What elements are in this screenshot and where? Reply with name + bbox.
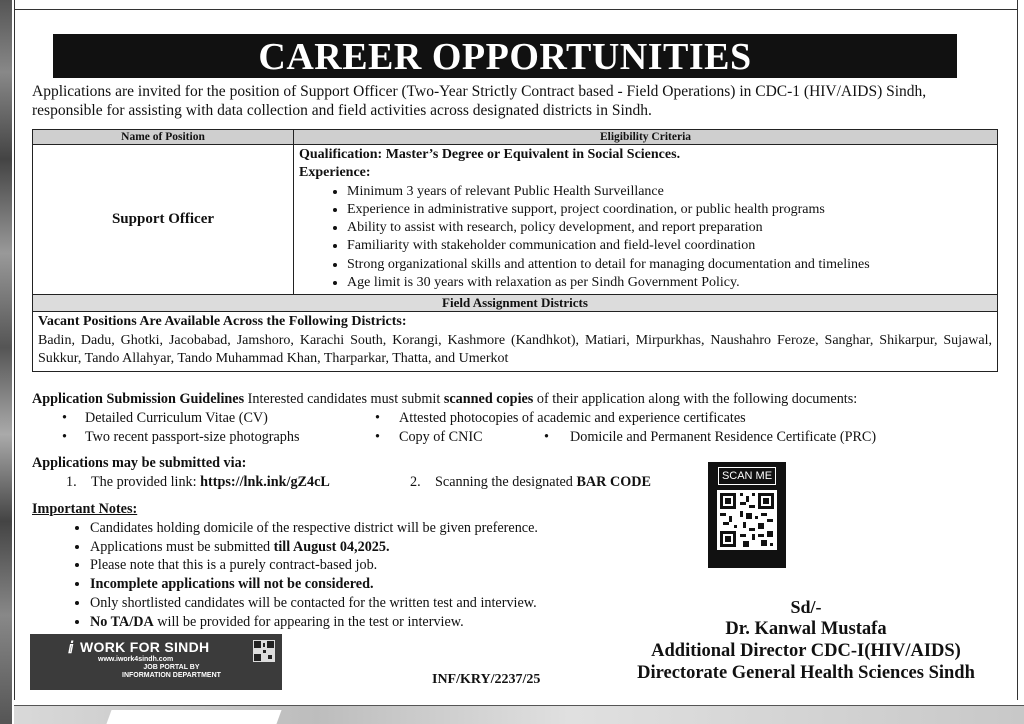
qr-code-panel[interactable] xyxy=(708,462,786,568)
logo-site: www.iwork4sindh.com xyxy=(98,656,174,663)
application-link[interactable]: https://lnk.ink/gZ4cL xyxy=(200,474,330,490)
submit-heading: Applications may be submitted via: xyxy=(32,455,247,471)
logo-qr-icon xyxy=(253,640,275,662)
i-logo-icon: ⅈ xyxy=(68,640,74,657)
list-item xyxy=(90,613,672,632)
list-item: • Familiarity with stakeholder communication and field-level coordination xyxy=(347,237,992,255)
list-item: • Two recent passport-size photographs xyxy=(62,429,300,446)
guidelines-bold: scanned copies xyxy=(443,391,534,407)
deadline: till August 04,2025. xyxy=(273,538,390,555)
table-row xyxy=(33,145,998,295)
logo-tag-line2: INFORMATION DEPARTMENT xyxy=(122,672,221,679)
submission-guidelines xyxy=(32,390,1000,447)
work-for-sindh-logo xyxy=(30,634,282,690)
ad-title: CAREER OPPORTUNITIES xyxy=(53,34,957,78)
notes-heading: Important Notes: xyxy=(32,501,138,517)
barcode-label: Scanning the designated xyxy=(435,474,577,490)
table-header-row xyxy=(33,130,998,145)
list-item: • Candidates holding domicile of the respective district will be given preference. xyxy=(90,519,672,538)
col-position-header: Name of Position xyxy=(33,130,294,145)
intro-paragraph: Applications are invited for the position of Support Officer (Two-Year Strictly Contract based - Field Operations) in CDC-1 (HIV/AIDS) Sindh, responsible for assisting with data collection and field activities across designated districts in Sindh. xyxy=(32,83,927,119)
submit-option-barcode xyxy=(435,473,651,492)
submit-option-link[interactable] xyxy=(91,473,330,492)
note-text: Applications must be submitted xyxy=(90,538,274,555)
table-row xyxy=(33,295,998,312)
submit-option-number: 2. xyxy=(410,474,421,490)
top-rule xyxy=(14,9,1018,10)
job-advertisement xyxy=(22,22,1002,698)
districts-intro: Vacant Positions Are Available Across the Following Districts: xyxy=(38,314,407,330)
list-item: • Ability to assist with research, policy development, and report preparation xyxy=(347,219,992,237)
logo-tagline xyxy=(122,664,221,680)
qualification: Qualification: Master’s Degree or Equivalent in Social Sciences. xyxy=(299,147,681,162)
scan-me-label: SCAN ME xyxy=(718,467,776,485)
note-bold: No TA/DA xyxy=(90,613,154,630)
col-criteria-header: Eligibility Criteria xyxy=(294,130,998,145)
guidelines-text-end: of their application along with the following documents: xyxy=(533,391,858,407)
barcode-bold: BAR CODE xyxy=(576,474,651,490)
logo-tag-line1: JOB PORTAL BY xyxy=(143,664,200,671)
list-item: • Only shortlisted candidates will be contacted for the written test and interview. xyxy=(90,594,672,613)
guidelines-heading: Application Submission Guidelines xyxy=(32,391,245,407)
districts-list: Badin, Dadu, Ghotki, Jacobabad, Jamshoro, Karachi South, Korangi, Kashmore (Kandhkot), Matiari, Mirpurkhas, Naushahro Feroze, Sanghar, Shikarpur, Sujawal, Sukkur, Tando Allahyar, Tando Muhammad Khan, Tharparkar, Thatta, and Umerkot xyxy=(38,332,992,367)
list-item: • Please note that this is a purely contract-based job. xyxy=(90,556,672,575)
guidelines-text: Interested candidates must submit xyxy=(244,391,444,407)
doc-text: Detailed Curriculum Vitae (CV) xyxy=(85,410,268,427)
table-row xyxy=(33,312,998,372)
experience-label: Experience: xyxy=(299,165,371,181)
list-item: • Age limit is 30 years with relaxation as per Sindh Government Policy. xyxy=(347,274,992,292)
submission-methods xyxy=(32,454,732,492)
signature-block xyxy=(612,596,1000,684)
column-rule-left xyxy=(14,0,15,700)
important-notes xyxy=(32,500,672,632)
signature-sd: Sd/- xyxy=(790,597,822,617)
signatory-office: Directorate General Health Sciences Sindh xyxy=(637,663,975,683)
notes-list xyxy=(32,519,672,632)
experience-list xyxy=(299,183,992,293)
districts-heading: Field Assignment Districts xyxy=(33,295,998,312)
doc-text: Two recent passport-size photographs xyxy=(85,429,300,446)
note-text: will be provided for appearing in the test or interview. xyxy=(153,613,464,630)
list-item: • Domicile and Permanent Residence Certificate (PRC) xyxy=(544,429,877,446)
list-item: • Experience in administrative support, project coordination, or public health programs xyxy=(347,201,992,219)
reference-number: INF/KRY/2237/25 xyxy=(432,672,541,687)
list-item: • Copy of CNIC xyxy=(375,429,483,446)
link-label: The provided link: xyxy=(91,474,201,490)
list-item xyxy=(90,538,672,557)
list-item: • Detailed Curriculum Vitae (CV) xyxy=(62,410,268,427)
logo-name: WORK FOR SINDH xyxy=(80,639,210,655)
qr-code-icon[interactable] xyxy=(717,490,777,550)
list-item: • Attested photocopies of academic and experience certificates xyxy=(375,410,746,427)
column-rule-right xyxy=(1017,0,1018,700)
submit-option-number: 1. xyxy=(66,474,77,490)
districts-cell xyxy=(33,312,998,372)
adjacent-page-strip xyxy=(0,0,12,724)
doc-text: Copy of CNIC xyxy=(399,429,483,446)
doc-text: Attested photocopies of academic and experience certificates xyxy=(399,410,746,427)
next-ad-strip xyxy=(14,705,1024,724)
list-item: • Incomplete applications will not be considered. xyxy=(90,575,672,594)
list-item: • Strong organizational skills and attention to detail for managing documentation and timelines xyxy=(347,256,992,274)
signatory-designation: Additional Director CDC-I(HIV/AIDS) xyxy=(651,641,961,661)
signatory-name: Dr. Kanwal Mustafa xyxy=(725,619,887,639)
list-item: • Minimum 3 years of relevant Public Health Surveillance xyxy=(347,183,992,201)
eligibility-table xyxy=(32,129,998,372)
eligibility-cell xyxy=(294,145,998,295)
position-name: Support Officer xyxy=(33,145,294,295)
doc-text: Domicile and Permanent Residence Certificate (PRC) xyxy=(570,429,877,446)
